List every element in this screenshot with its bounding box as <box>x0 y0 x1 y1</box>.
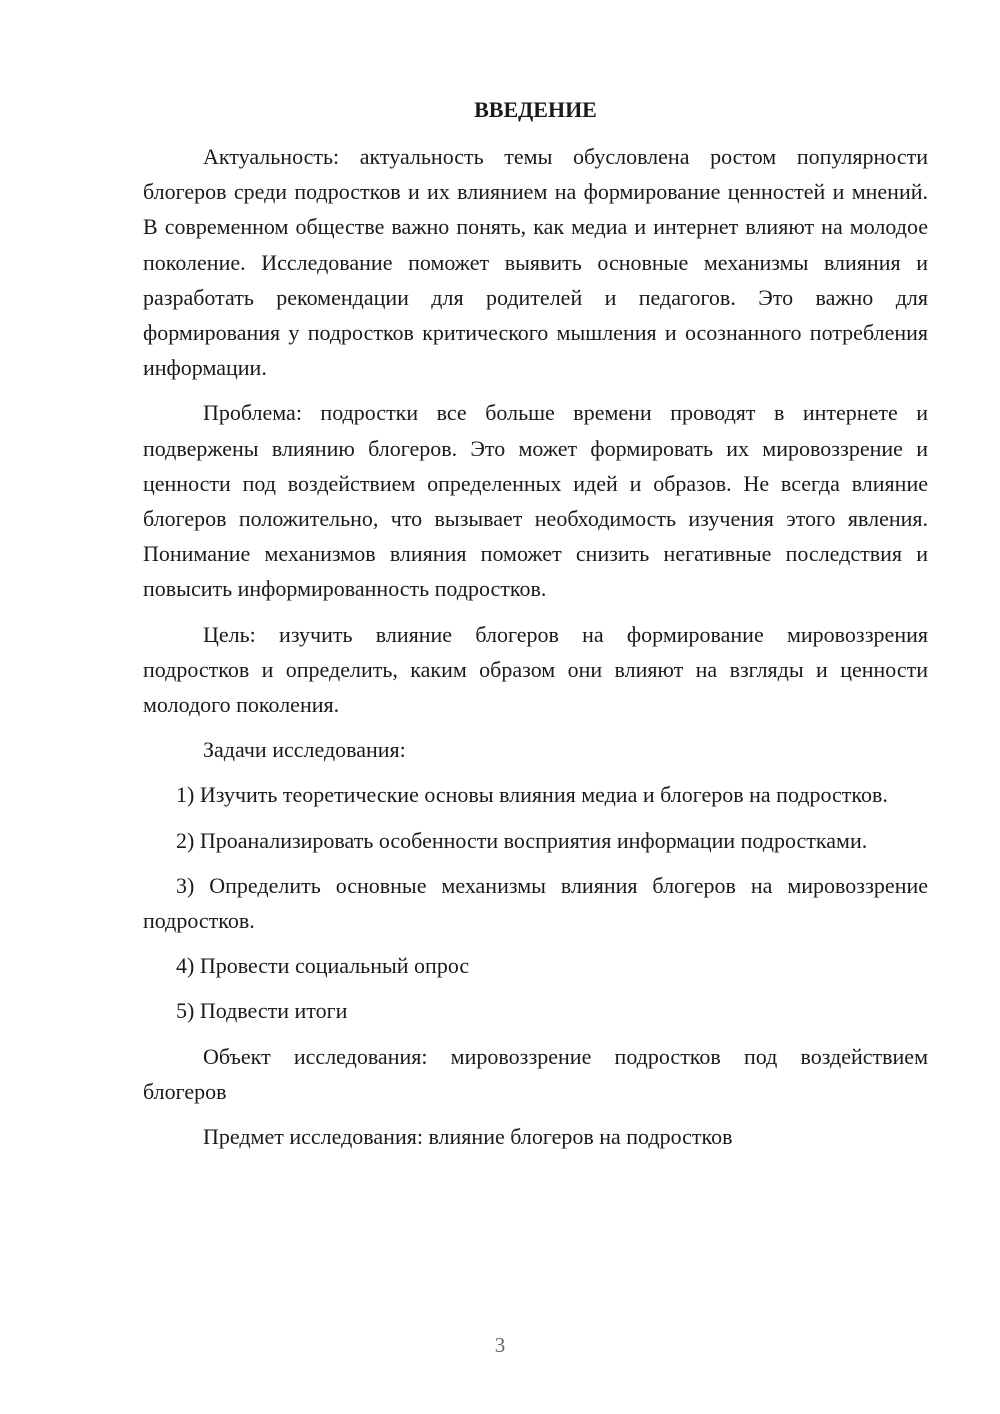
research-subject-paragraph: Предмет исследования: влияние блогеров на подростков <box>203 1124 733 1150</box>
problem-paragraph: Проблема: подростки все больше времени проводят в интернете и подвержены влиянию блогеров. Это может формировать их мировоззрение и ценности под воздействием определенных идей и образов. Не всегда влияние блогеров положительно, что вызывает необходимость изучения этого явления. Понимание механизмов влияния поможет снизить негативные последствия и повысить информированность подростков. <box>143 400 928 602</box>
document-page <box>143 92 928 1164</box>
task-item-4: 4) Провести социальный опрос <box>176 953 470 979</box>
page-title: ВВЕДЕНИЕ <box>474 97 597 122</box>
task-item-3: 3) Определить основные механизмы влияния блогеров на мировоззрение подростков. <box>143 872 928 934</box>
research-object-paragraph: Объект исследования: мировоззрение подростков под воздействием блогеров <box>143 1043 928 1104</box>
tasks-heading: Задачи исследования: <box>203 737 406 763</box>
page-number: 3 <box>494 1333 506 1357</box>
task-item-2: 2) Проанализировать особенности восприятия информации подростками. <box>176 827 868 853</box>
task-item-1: 1) Изучить теоретические основы влияния медиа и блогеров на подростков. <box>176 782 888 808</box>
task-item-5: 5) Подвести итоги <box>176 998 348 1024</box>
relevance-paragraph: Актуальность: актуальность темы обусловлена ростом популярности блогеров среди подростков и их влиянием на формирование ценностей и мнений. В современном обществе важно понять, как медиа и интернет влияют на молодое поколение. Исследование поможет выявить основные механизмы влияния и разработать рекомендации для родителей и педагогов. Это важно для формирования у подростков критического мышления и осознанного потребления информации. <box>143 144 928 381</box>
goal-paragraph: Цель: изучить влияние блогеров на формирование мировоззрения подростков и определить, каким образом они влияют на взгляды и ценности молодого поколения. <box>143 621 928 718</box>
